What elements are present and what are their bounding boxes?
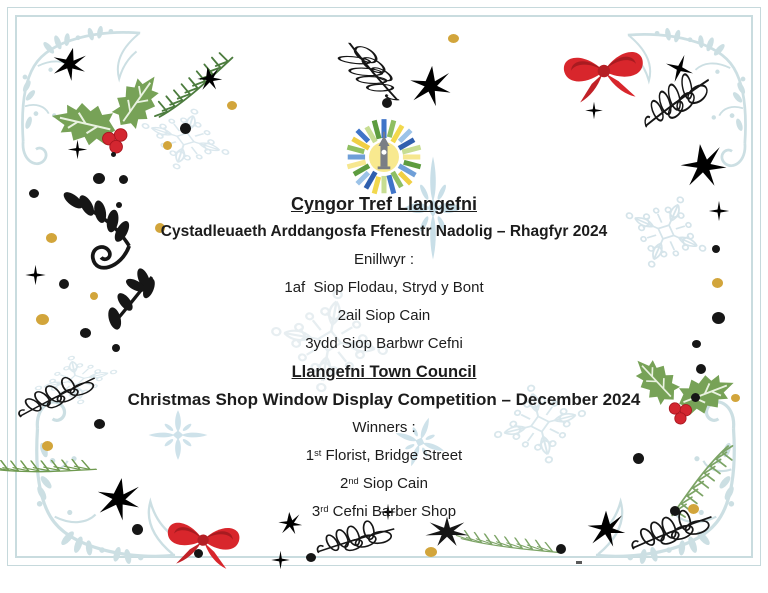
- gold-star-icon: [673, 138, 733, 193]
- ordinal-suffix: nd: [348, 475, 359, 486]
- poster-text: [0, 190, 768, 526]
- ordinal-number: 1: [305, 447, 315, 464]
- english-winner-3: [0, 498, 768, 526]
- sparkle-icon: [584, 101, 604, 120]
- english-subtitle: Christmas Shop Window Display Competition – December 2024: [127, 390, 641, 409]
- gold-dot: [425, 547, 437, 557]
- english-winner-1: [0, 442, 768, 470]
- gold-star-icon: [404, 62, 456, 111]
- winner-name: Cefni Barber Shop: [328, 503, 457, 520]
- sparkle-icon: [66, 139, 89, 160]
- black-dot: [180, 123, 191, 134]
- gold-dot: [163, 141, 172, 150]
- town-clock-logo: [342, 116, 426, 198]
- stray-mark: [576, 561, 582, 564]
- ordinal-suffix: rd: [320, 503, 329, 514]
- welsh-winner-2: 2ail Siop Cain: [337, 307, 431, 324]
- gold-star-icon: [194, 64, 225, 94]
- english-winners-label: Winners :: [352, 419, 416, 436]
- sparkle-icon: [269, 550, 292, 570]
- black-dot: [382, 98, 392, 108]
- welsh-subtitle: Cystadleuaeth Arddangosfa Ffenestr Nadolig – Rhagfyr 2024: [160, 223, 608, 240]
- gold-dot: [227, 101, 237, 110]
- english-title: Llangefni Town Council: [291, 363, 477, 381]
- sketch-branch-icon: [330, 40, 412, 102]
- english-winner-2: [0, 470, 768, 498]
- winner-name: Florist, Bridge Street: [321, 447, 463, 464]
- red-bow-icon: [553, 36, 655, 108]
- black-dot: [119, 175, 128, 184]
- welsh-winner-3: 3ydd Siop Barbwr Cefni: [305, 335, 463, 352]
- welsh-title: Cyngor Tref Llangefni: [290, 194, 477, 214]
- winner-name: Siop Cain: [358, 475, 428, 492]
- black-dot: [93, 173, 105, 184]
- black-dot: [111, 152, 116, 157]
- ordinal-number: 3: [311, 503, 321, 520]
- ordinal-suffix: st: [314, 447, 322, 458]
- black-dot: [194, 549, 203, 558]
- gold-dot: [448, 34, 459, 43]
- black-dot: [556, 544, 566, 554]
- ordinal-number: 2: [340, 475, 349, 492]
- welsh-winner-1: 1af Siop Flodau, Stryd y Bont: [284, 279, 484, 296]
- black-dot: [306, 553, 316, 562]
- welsh-winners-label: Enillwyr :: [353, 251, 414, 268]
